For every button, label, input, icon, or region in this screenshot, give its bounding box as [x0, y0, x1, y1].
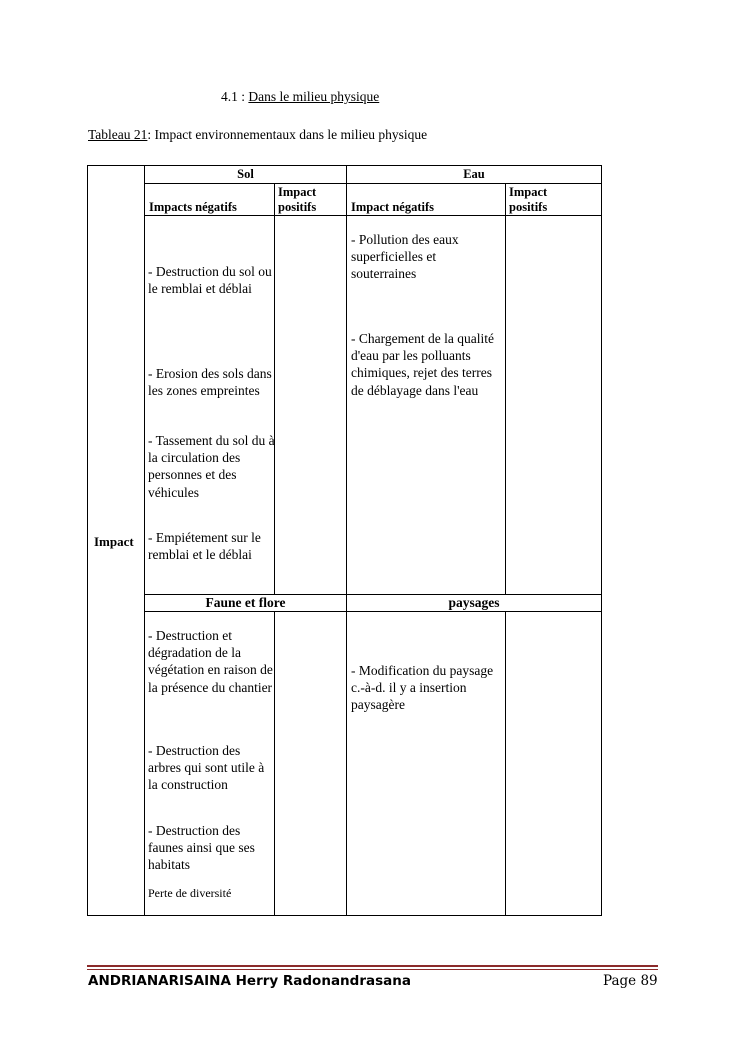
footer-author: ANDRIANARISAINA Herry Radonandrasana	[88, 973, 411, 989]
sol-item: - Tassement du sol du à la circulation des personnes et des véhicules	[148, 433, 275, 500]
footer-page-number: Page 89	[603, 973, 658, 989]
table-col-divider-3	[346, 165, 347, 916]
table-col-divider-1	[144, 165, 145, 916]
subheader-eau-negatifs: Impact négatifs	[351, 200, 434, 214]
subheader-eau-positifs-line1: Impact	[509, 185, 548, 199]
caption-text: : Impact environnementaux dans le milieu physique	[147, 127, 428, 142]
faune-item: Perte de diversité	[148, 886, 232, 900]
paysage-item: - Modification du paysage c.-à-d. il y a insertion paysagère	[351, 663, 494, 713]
table-row-rule-2	[144, 215, 602, 216]
footer-rule	[87, 965, 658, 967]
footer-rule-thin	[87, 969, 658, 970]
subheader-sol-positifs	[278, 185, 344, 215]
header-paysages: paysages	[448, 595, 500, 610]
sol-item: - Empiétement sur le remblai et le déblai	[148, 530, 261, 563]
row-label-impact: Impact	[94, 534, 134, 549]
table-row-rule-1	[144, 183, 602, 184]
table-border-bottom	[87, 915, 602, 916]
section-number: 4.1 :	[221, 89, 249, 104]
caption-label: Tableau 21	[88, 127, 148, 142]
subheader-eau-positifs-line2: positifs	[509, 200, 548, 214]
table-border-left	[87, 165, 88, 916]
table-col-divider-4a	[505, 183, 506, 594]
sol-item: - Destruction du sol ou le remblai et déblai	[148, 264, 272, 297]
table-col-divider-4b	[505, 612, 506, 915]
subheader-sol-positifs-line2: positifs	[278, 200, 317, 214]
table-border-right	[601, 165, 602, 916]
table-caption	[88, 127, 427, 143]
header-faune-flore: Faune et flore	[205, 595, 286, 610]
header-sol: Sol	[237, 167, 254, 181]
faune-item: - Destruction et dégradation de la végétation en raison de la présence du chantier	[148, 628, 273, 695]
table-row-rule-4	[144, 611, 602, 612]
subheader-sol-negatifs: Impacts négatifs	[149, 200, 237, 214]
eau-item: - Chargement de la qualité d'eau par les polluants chimiques, rejet des terres de déblayage dans l'eau	[351, 331, 494, 398]
subheader-sol-positifs-line1: Impact	[278, 185, 317, 199]
sol-item: - Erosion des sols dans les zones empreintes	[148, 366, 272, 399]
section-heading: Dans le milieu physique	[248, 89, 380, 104]
faune-item: - Destruction des arbres qui sont utile à la construction	[148, 743, 265, 793]
section-title	[221, 89, 379, 105]
header-eau: Eau	[463, 167, 485, 181]
faune-item: - Destruction des faunes ainsi que ses habitats	[148, 823, 255, 873]
eau-item: - Pollution des eaux superficielles et souterraines	[351, 232, 459, 282]
subheader-eau-positifs	[509, 185, 599, 215]
